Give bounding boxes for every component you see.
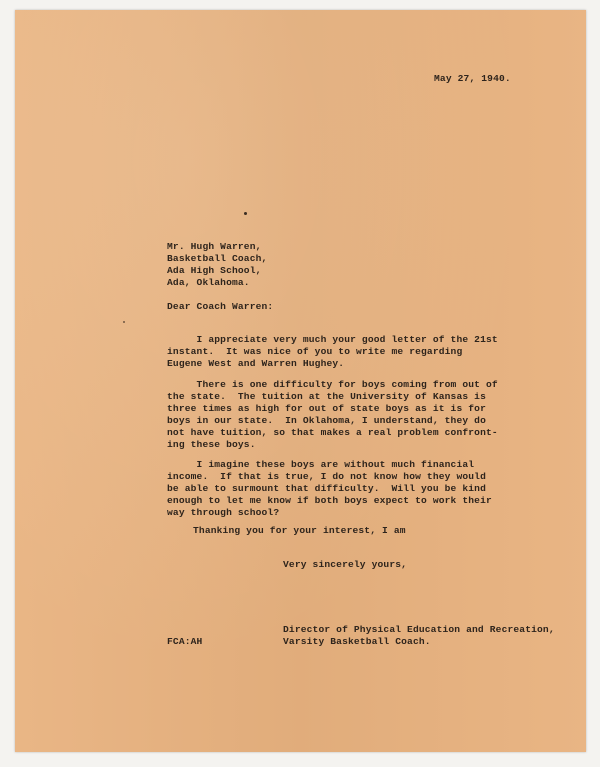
text-line: enough to let me know if both boys expect to work their <box>167 495 492 506</box>
text-line: three times as high for out of state boys as it is for <box>167 403 486 414</box>
text-line: ing these boys. <box>167 439 256 450</box>
text-line: income. If that is true, I do not know how they would <box>167 471 486 482</box>
paragraph-1 <box>167 334 498 370</box>
text-line: Eugene West and Warren Hughey. <box>167 358 345 369</box>
signature-block <box>283 624 555 648</box>
address-line: Basketball Coach, <box>167 253 268 264</box>
signature-line: Director of Physical Education and Recreation, <box>283 624 555 635</box>
paragraph-2 <box>167 379 498 451</box>
ink-speck <box>123 321 125 323</box>
text-line: be able to surmount that difficulty. Will you be kind <box>167 483 486 494</box>
address-line: Ada, Oklahoma. <box>167 277 250 288</box>
salutation: Dear Coach Warren: <box>167 301 274 312</box>
text-line: I imagine these boys are without much financial <box>167 459 475 470</box>
recipient-address <box>167 241 267 289</box>
text-line: the state. The tuition at the University of Kansas is <box>167 391 486 402</box>
address-line: Ada High School, <box>167 265 262 276</box>
text-line: There is one difficulty for boys coming from out of <box>167 379 498 390</box>
text-line: boys in our state. In Oklahoma, I understand, they do <box>167 415 486 426</box>
text-line: I appreciate very much your good letter of the 21st <box>167 334 498 345</box>
letter-page <box>15 10 586 752</box>
text-line: instant. It was nice of you to write me regarding <box>167 346 463 357</box>
complimentary-close: Very sincerely yours, <box>283 559 408 570</box>
signature-line: Varsity Basketball Coach. <box>283 636 431 647</box>
text-line: not have tuition, so that makes a real problem confront- <box>167 427 498 438</box>
address-line: Mr. Hugh Warren, <box>167 241 262 252</box>
letter-date: May 27, 1940. <box>434 73 511 84</box>
thanks-line: Thanking you for your interest, I am <box>193 525 406 536</box>
text-line: way through school? <box>167 507 280 518</box>
ink-speck <box>244 212 247 215</box>
typist-initials: FCA:AH <box>167 636 203 647</box>
paragraph-3 <box>167 459 492 519</box>
